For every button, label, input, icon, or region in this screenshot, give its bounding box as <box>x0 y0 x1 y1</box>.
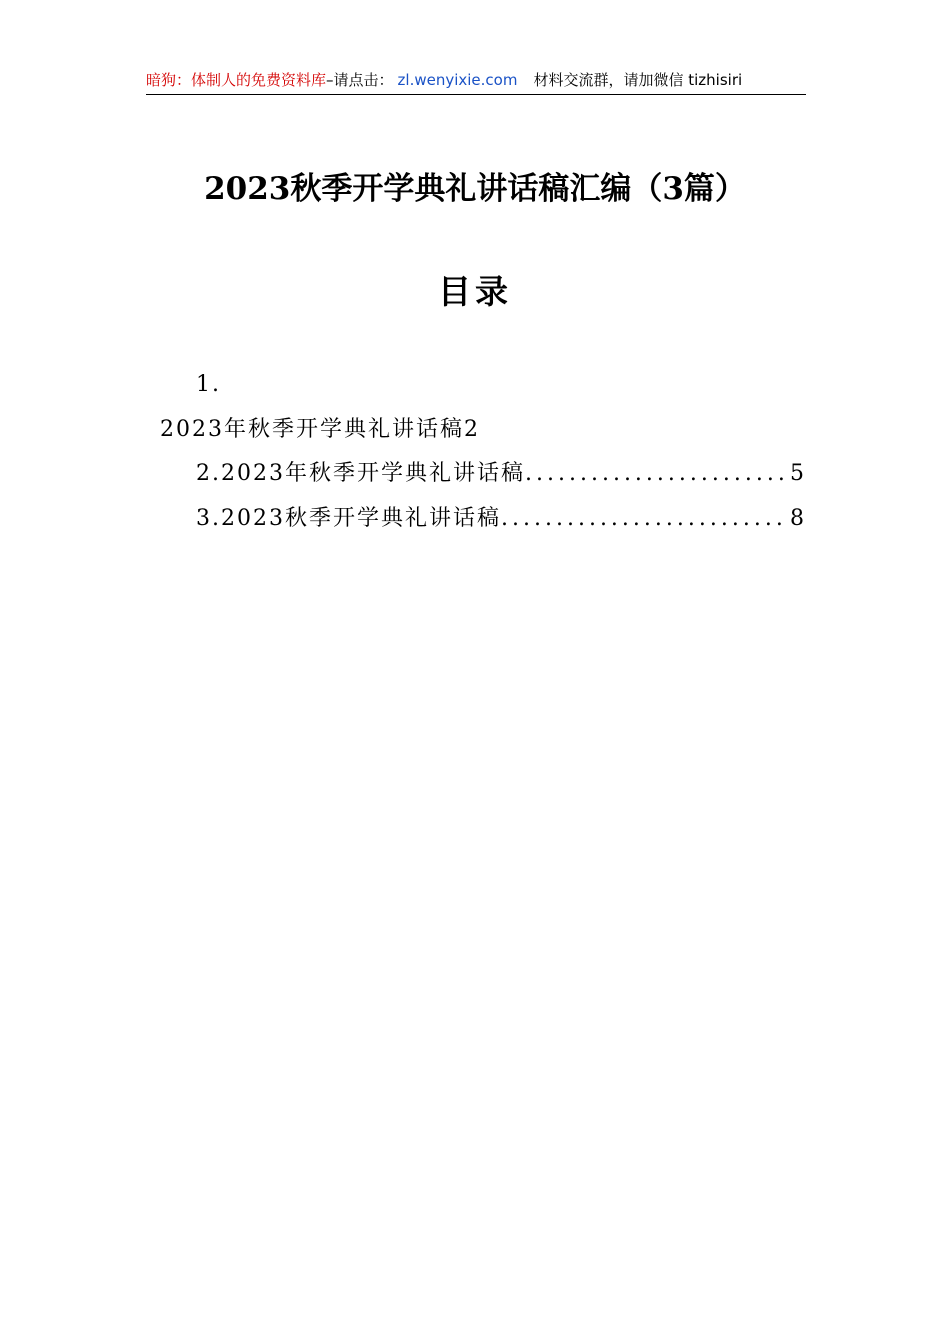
document-title: 2023秋季开学典礼讲话稿汇编（3篇） <box>204 171 746 207</box>
toc-item-3-leader <box>501 504 788 534</box>
toc-item-1-page: 2 <box>464 417 480 442</box>
toc-item-1-title: 2023年秋季开学典礼讲话稿 <box>160 417 464 442</box>
toc-item-2-title: 2023年秋季开学典礼讲话稿 <box>221 461 525 486</box>
header-prompt: –请点击： <box>326 71 394 89</box>
toc-item-2-page: 5 <box>790 461 806 486</box>
page-header <box>146 68 806 95</box>
toc-item-2-leader <box>525 459 788 489</box>
toc-item-3-title: 2023秋季开学典礼讲话稿 <box>221 506 501 531</box>
toc-item-2[interactable] <box>196 459 806 489</box>
toc-item-2-number: 2. <box>196 461 221 486</box>
header-brand: 暗狗：体制人的免费资料库 <box>146 71 327 89</box>
toc-heading: 目录 <box>438 272 512 311</box>
toc-item-3-page: 8 <box>790 506 806 531</box>
toc-item-3[interactable] <box>196 504 806 534</box>
toc-item-3-number: 3. <box>196 506 221 531</box>
toc-item-1[interactable] <box>160 415 480 445</box>
header-url-link[interactable]: zl.wenyixie.com <box>397 71 518 89</box>
toc-item-1-number[interactable]: 1. <box>196 372 221 397</box>
header-group-info: 材料交流群，请加微信 tizhisiri <box>533 71 743 89</box>
